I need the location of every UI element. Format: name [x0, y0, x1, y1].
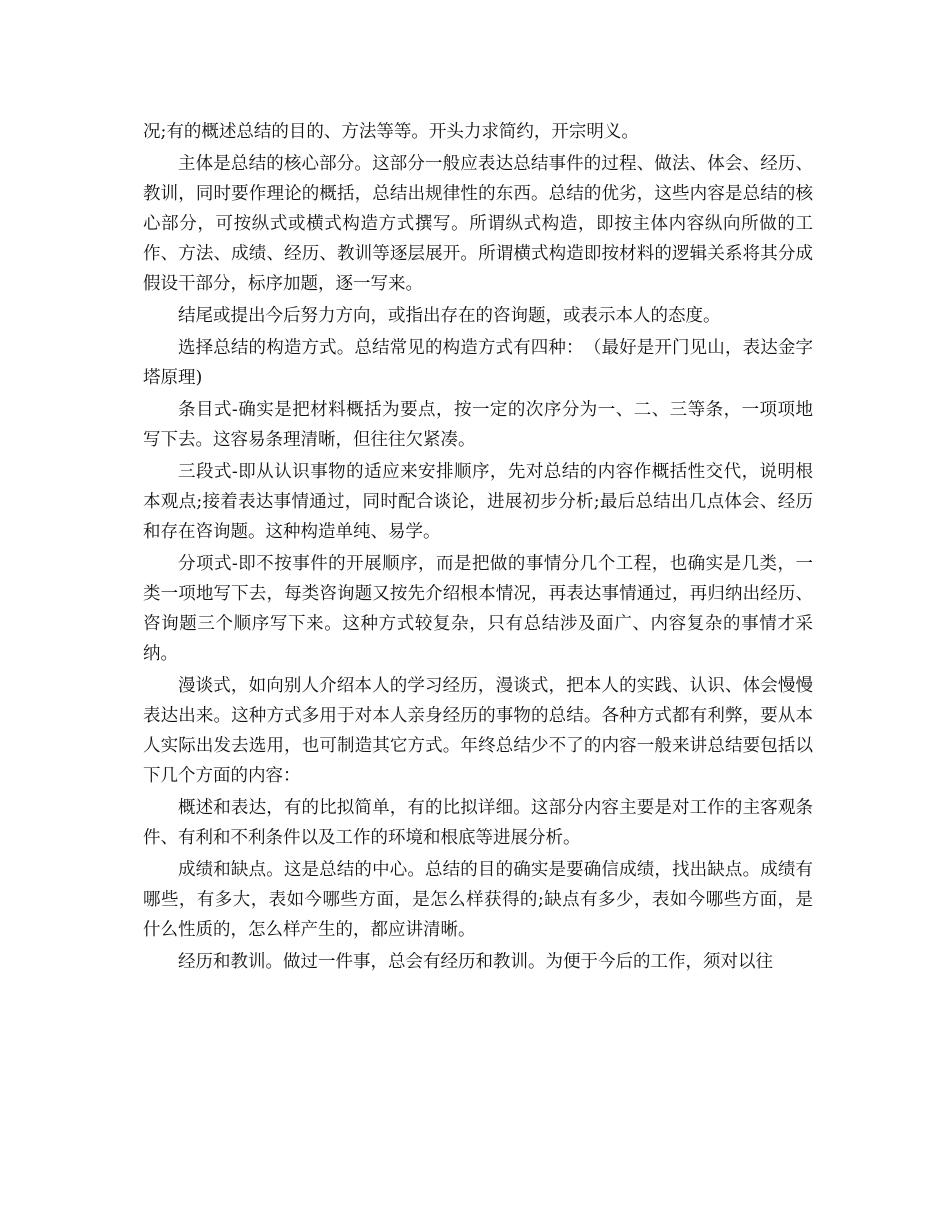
paragraph-itemized-style: 条目式-确实是把材料概括为要点，按一定的次序分为一、二、三等条，一项项地写下去。这容易条理清晰，但往往欠紧凑。	[143, 400, 813, 450]
paragraph-main-body: 主体是总结的核心部分。这部分一般应表达总结事件的过程、做法、体会、经历、教训，同时要作理论的概括，总结出规律性的东西。总结的优劣，这些内容是总结的核心部分，可按纵式或横式构造方式撰写。所谓纵式构造，即按主体内容纵向所做的工作、方法、成绩、经历、教训等逐层展开。所谓横式构造即按材料的逻辑关系将其分成假设干部分，标序加题，逐一写来。	[143, 154, 813, 294]
paragraph-three-part-style: 三段式-即从认识事物的适应来安排顺序，先对总结的内容作概括性交代，说明根本观点;接着表达事情通过，同时配合谈论，进展初步分析;最后总结出几点体会、经历和存在咨询题。这种构造单纯、易学。	[143, 462, 813, 542]
paragraph-ending: 结尾或提出今后努力方向，或指出存在的咨询题，或表示本人的态度。	[178, 306, 721, 326]
paragraph-overview: 概述和表达，有的比拟简单，有的比拟详细。这部分内容主要是对工作的主客观条件、有利和不利条件以及工作的环境和根底等进展分析。	[143, 798, 813, 848]
paragraph-achievements: 成绩和缺点。这是总结的中心。总结的目的确实是要确信成绩，找出缺点。成绩有哪些，有多大，表如今哪些方面，是怎么样获得的;缺点有多少，表如今哪些方面，是什么性质的，怎么样产生的，都应讲清晰。	[143, 860, 813, 940]
paragraph-narrative-style: 漫谈式，如向别人介绍本人的学习经历，漫谈式，把本人的实践、认识、体会慢慢表达出来。这种方式多用于对本人亲身经历的事物的总结。各种方式都有利弊，要从本人实际出发去选用，也可制造其它方式。年终总结少不了的内容一般来讲总结要包括以下几个方面的内容：	[143, 676, 813, 786]
paragraph-intro-continuation: 况;有的概述总结的目的、方法等等。开头力求简约，开宗明义。	[143, 122, 639, 142]
paragraph-sectioned-style: 分项式-即不按事件的开展顺序，而是把做的事情分几个工程，也确实是几类，一类一项地写下去，每类咨询题又按先介绍根本情况，再表达事情通过，再归纳出经历、咨询题三个顺序写下来。这种方式较复杂，只有总结涉及面广、内容复杂的事情才采纳。	[143, 554, 813, 664]
document-body	[143, 117, 813, 979]
paragraph-lessons: 经历和教训。做过一件事，总会有经历和教训。为便于今后的工作，须对以往	[178, 952, 773, 972]
paragraph-structure-choice: 选择总结的构造方式。总结常见的构造方式有四种： （最好是开门见山，表达金字塔原理)	[143, 338, 813, 388]
